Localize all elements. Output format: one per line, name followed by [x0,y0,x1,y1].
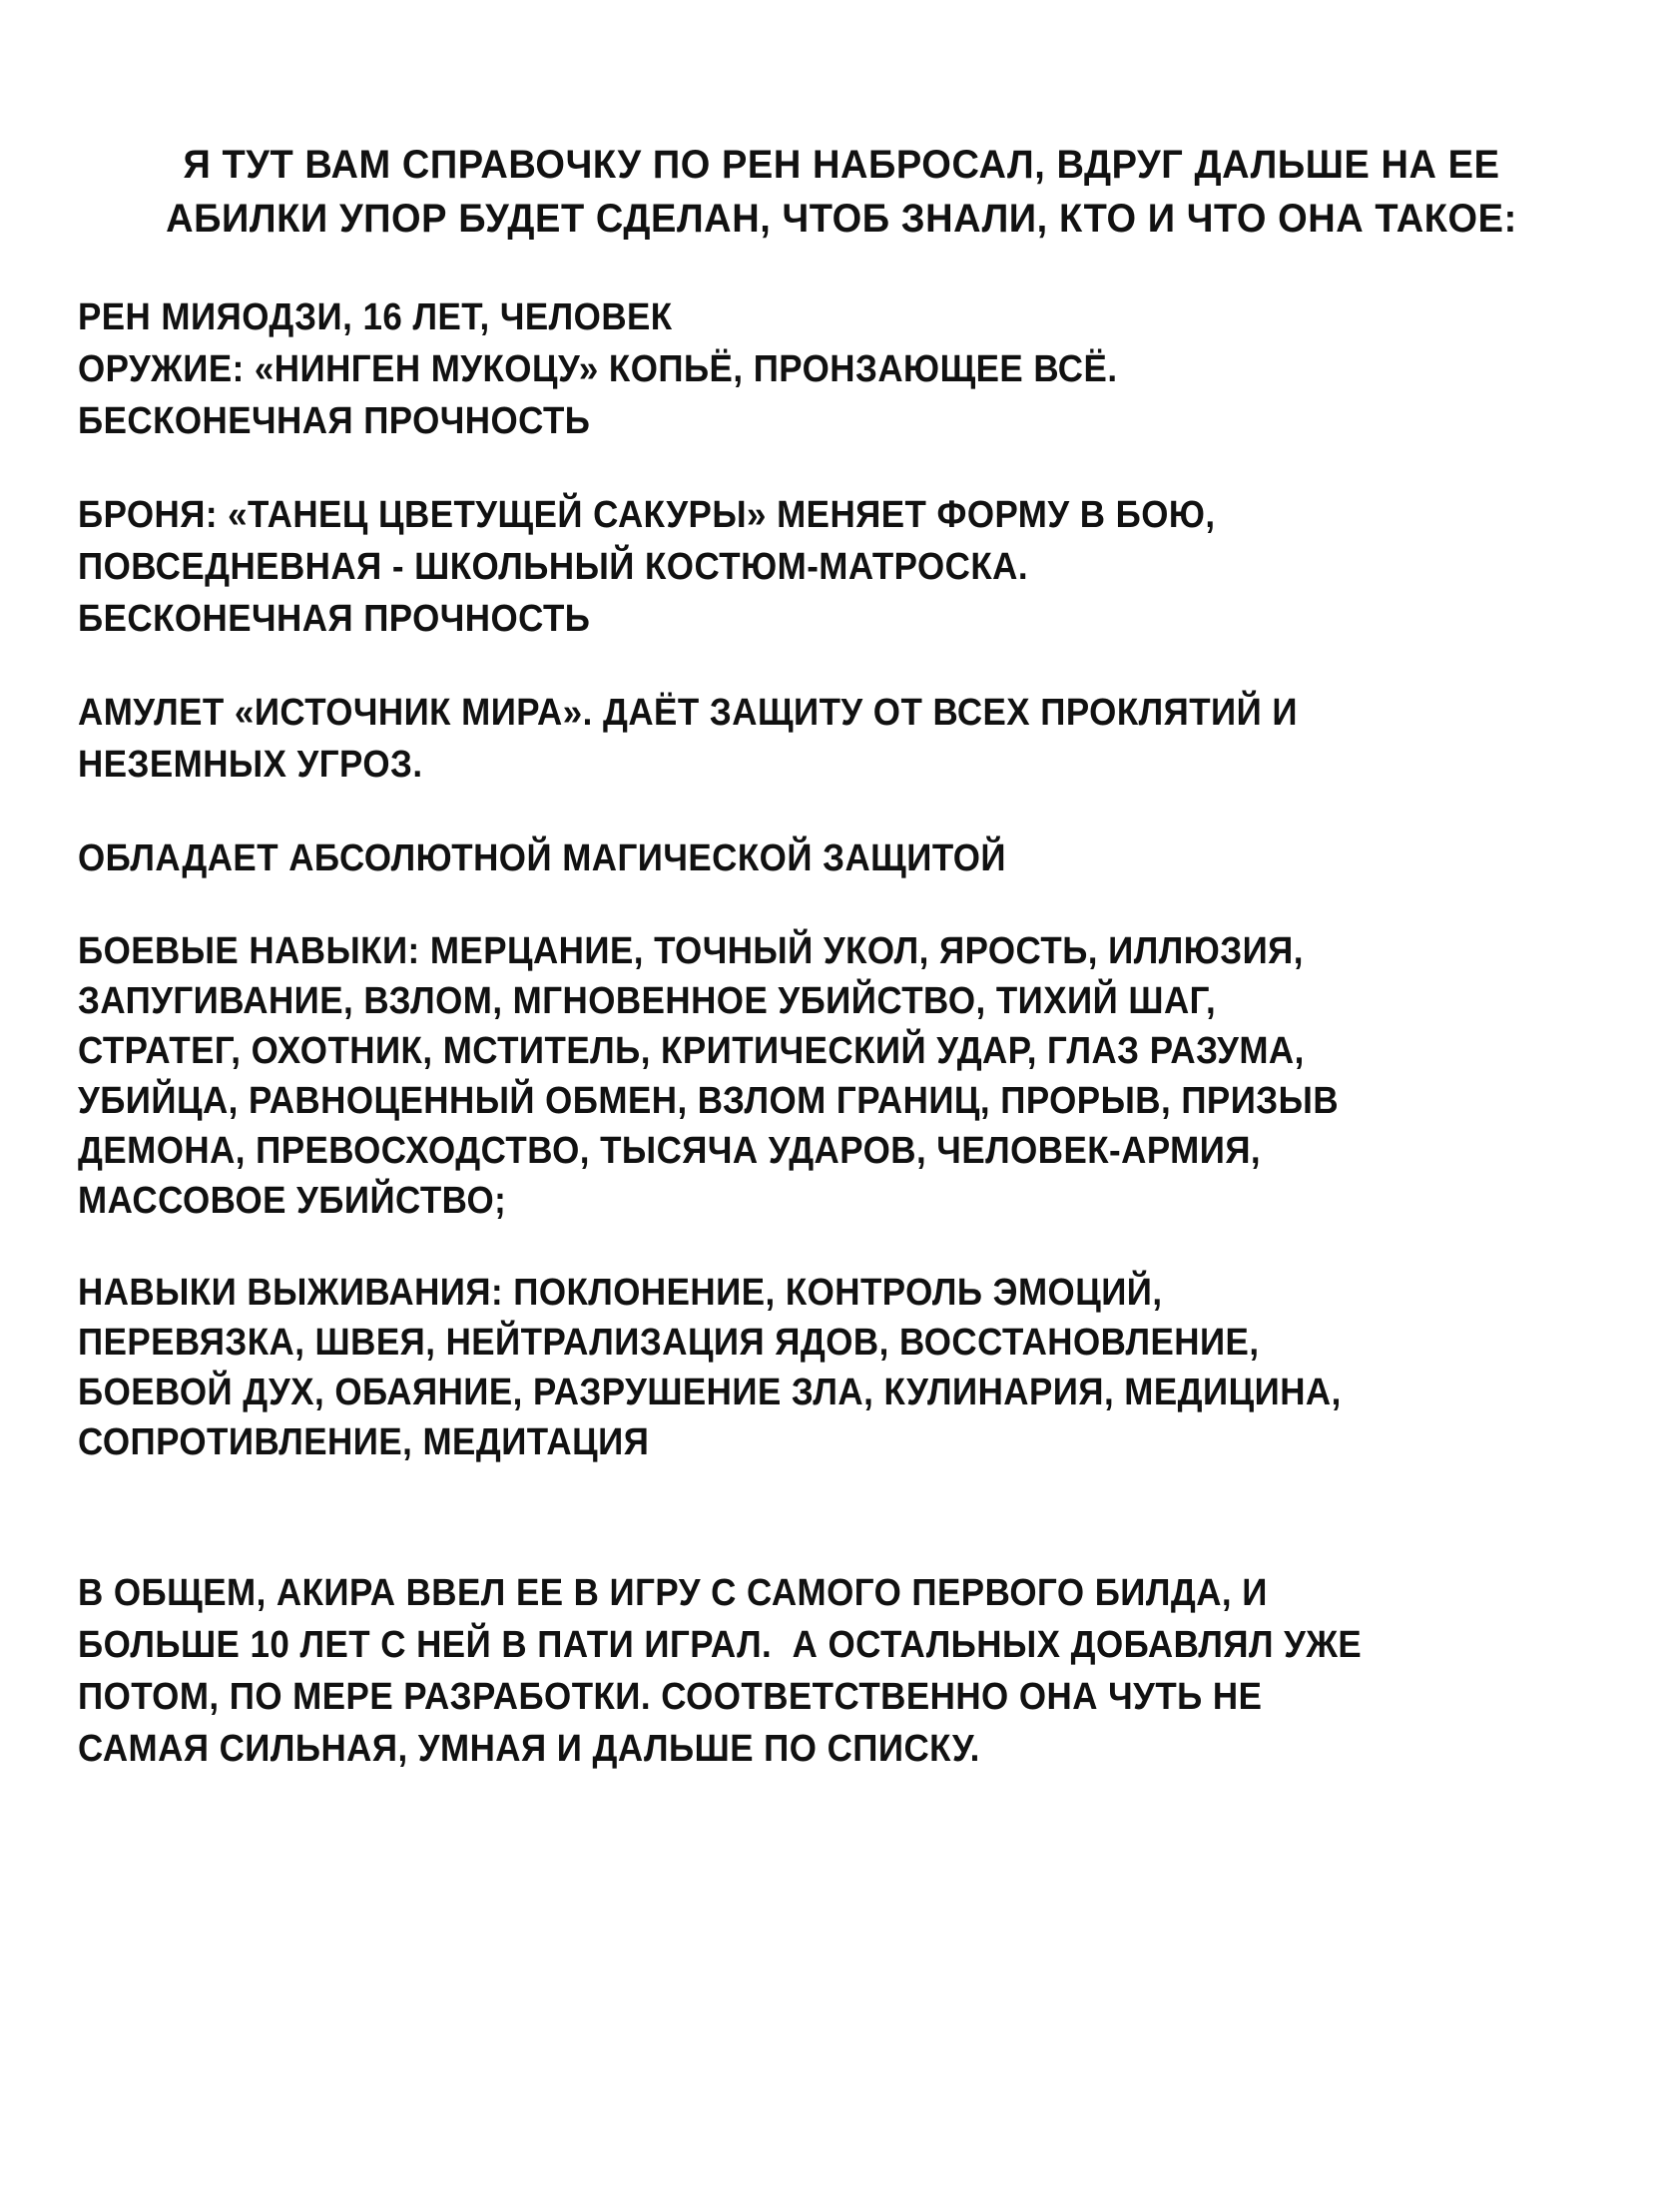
document-body [78,138,1605,1775]
closing-line-3: ПОТОМ, ПО МЕРЕ РАЗРАБОТКИ. СООТВЕТСТВЕННО ОНА ЧУТЬ НЕ [78,1676,1263,1718]
survival-skills-line-4: СОПРОТИВЛЕНИЕ, МЕДИТАЦИЯ [78,1421,650,1463]
closing-line-4: САМАЯ СИЛЬНАЯ, УМНАЯ И ДАЛЬШЕ ПО СПИСКУ. [78,1728,980,1770]
intro-header-line-2: АБИЛКИ УПОР БУДЕТ СДЕЛАН, ЧТОБ ЗНАЛИ, КТО И ЧТО ОНА ТАКОЕ: [166,197,1517,241]
combat-skills-line-6: МАССОВОЕ УБИЙСТВО; [78,1180,507,1222]
intro-header-line-1: Я ТУТ ВАМ СПРАВОЧКУ ПО РЕН НАБРОСАЛ, ВДРУГ ДАЛЬШЕ НА ЕЕ [183,143,1500,187]
survival-skills-block [78,1268,1605,1467]
combat-skills-block [78,926,1605,1226]
closing-line-2: БОЛЬШЕ 10 ЛЕТ С НЕЙ В ПАТИ ИГРАЛ. А ОСТАЛЬНЫХ ДОБАВЛЯЛ УЖЕ [78,1624,1363,1666]
armor-block [78,489,1605,645]
armor-line-3: БЕСКОНЕЧНАЯ ПРОЧНОСТЬ [78,598,591,640]
magic-defense-block [78,832,1605,884]
combat-skills-line-4: УБИЙЦА, РАВНОЦЕННЫЙ ОБМЕН, ВЗЛОМ ГРАНИЦ, ПРОРЫВ, ПРИЗЫВ [78,1080,1340,1122]
amulet-line-2: НЕЗЕМНЫХ УГРОЗ. [78,744,423,786]
survival-skills-line-3: БОЕВОЙ ДУХ, ОБАЯНИЕ, РАЗРУШЕНИЕ ЗЛА, КУЛИНАРИЯ, МЕДИЦИНА, [78,1372,1342,1413]
combat-skills-line-3: СТРАТЕГ, ОХОТНИК, МСТИТЕЛЬ, КРИТИЧЕСКИЙ УДАР, ГЛАЗ РАЗУМА, [78,1030,1305,1072]
combat-skills-line-5: ДЕМОНА, ПРЕВОСХОДСТВО, ТЫСЯЧА УДАРОВ, ЧЕЛОВЕК-АРМИЯ, [78,1130,1262,1172]
armor-line-2: ПОВСЕДНЕВНАЯ - ШКОЛЬНЫЙ КОСТЮМ-МАТРОСКА. [78,546,1029,588]
closing-line-1: В ОБЩЕМ, АКИРА ВВЕЛ ЕЕ В ИГРУ С САМОГО ПЕРВОГО БИЛДА, И [78,1572,1268,1614]
amulet-block [78,687,1605,791]
spacer [78,884,1605,926]
armor-line-1: БРОНЯ: «ТАНЕЦ ЦВЕТУЩЕЙ САКУРЫ» МЕНЯЕТ ФОРМУ В БОЮ, [78,494,1216,536]
intro-header [78,138,1605,246]
combat-skills-line-1: БОЕВЫЕ НАВЫКИ: МЕРЦАНИЕ, ТОЧНЫЙ УКОЛ, ЯРОСТЬ, ИЛЛЮЗИЯ, [78,930,1304,972]
profile-block [78,291,1605,447]
survival-skills-line-2: ПЕРЕВЯЗКА, ШВЕЯ, НЕЙТРАЛИЗАЦИЯ ЯДОВ, ВОССТАНОВЛЕНИЕ, [78,1322,1260,1364]
spacer [78,1467,1605,1567]
survival-skills-line-1: НАВЫКИ ВЫЖИВАНИЯ: ПОКЛОНЕНИЕ, КОНТРОЛЬ ЭМОЦИЙ, [78,1272,1163,1314]
spacer [78,645,1605,687]
profile-weapon-line-1: ОРУЖИЕ: «НИНГЕН МУКОЦУ» КОПЬЁ, ПРОНЗАЮЩЕЕ ВСЁ. [78,348,1118,390]
magic-defense-line-1: ОБЛАДАЕТ АБСОЛЮТНОЙ МАГИЧЕСКОЙ ЗАЩИТОЙ [78,837,1007,879]
closing-block [78,1567,1605,1775]
spacer [78,791,1605,832]
spacer [78,246,1605,291]
combat-skills-line-2: ЗАПУГИВАНИЕ, ВЗЛОМ, МГНОВЕННОЕ УБИЙСТВО, ТИХИЙ ШАГ, [78,980,1217,1022]
spacer [78,447,1605,489]
profile-weapon-line-2: БЕСКОНЕЧНАЯ ПРОЧНОСТЬ [78,400,591,442]
spacer [78,1226,1605,1268]
amulet-line-1: АМУЛЕТ «ИСТОЧНИК МИРА». ДАЁТ ЗАЩИТУ ОТ ВСЕХ ПРОКЛЯТИЙ И [78,692,1298,734]
profile-identity: РЕН МИЯОДЗИ, 16 ЛЕТ, ЧЕЛОВЕК [78,296,673,338]
